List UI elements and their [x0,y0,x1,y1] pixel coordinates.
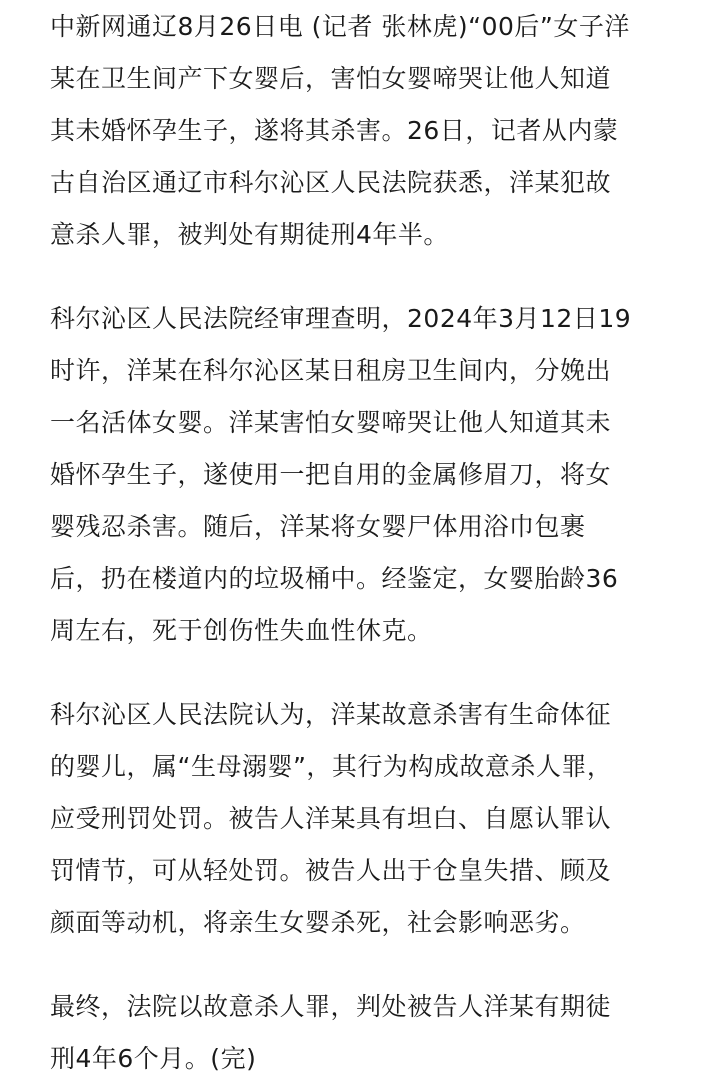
article-paragraph-lead: 中新网通辽8月26日电 (记者 张林虎)“00后”女子洋 某在卫生间产下女婴后，害怕女婴啼哭让他人知道 其未婚怀孕生子，遂将其杀害。26日，记者从内蒙 古自治区通辽市科尔沁区人民法院获悉，洋某犯故 意杀人罪，被判处有期徒刑4年半。 [50,12,630,249]
article-paragraph-court-opinion: 科尔沁区人民法院认为，洋某故意杀害有生命体征 的婴儿，属“生母溺婴”，其行为构成故意杀人罪， 应受刑罚处罚。被告人洋某具有坦白、自愿认罪认 罚情节，可从轻处罚。被告人出于仓皇失措、顾及 颜面等动机，将亲生女婴杀死，社会影响恶劣。 [50,700,613,937]
article-paragraph-facts: 科尔沁区人民法院经审理查明，2024年3月12日19 时许，洋某在科尔沁区某日租房卫生间内，分娩出 一名活体女婴。洋某害怕女婴啼哭让他人知道其未 婚怀孕生子，遂使用一把自用的金属修眉刀，将女 婴残忍杀害。随后，洋某将女婴尸体用浴巾包裹 后，扔在楼道内的垃圾桶中。经鉴定，女婴胎龄36 周左右，死于创伤性失血性休克。 [50,304,632,645]
article-paragraph-verdict: 最终，法院以故意杀人罪，判处被告人洋某有期徒 刑4年6个月。(完) [50,992,612,1073]
